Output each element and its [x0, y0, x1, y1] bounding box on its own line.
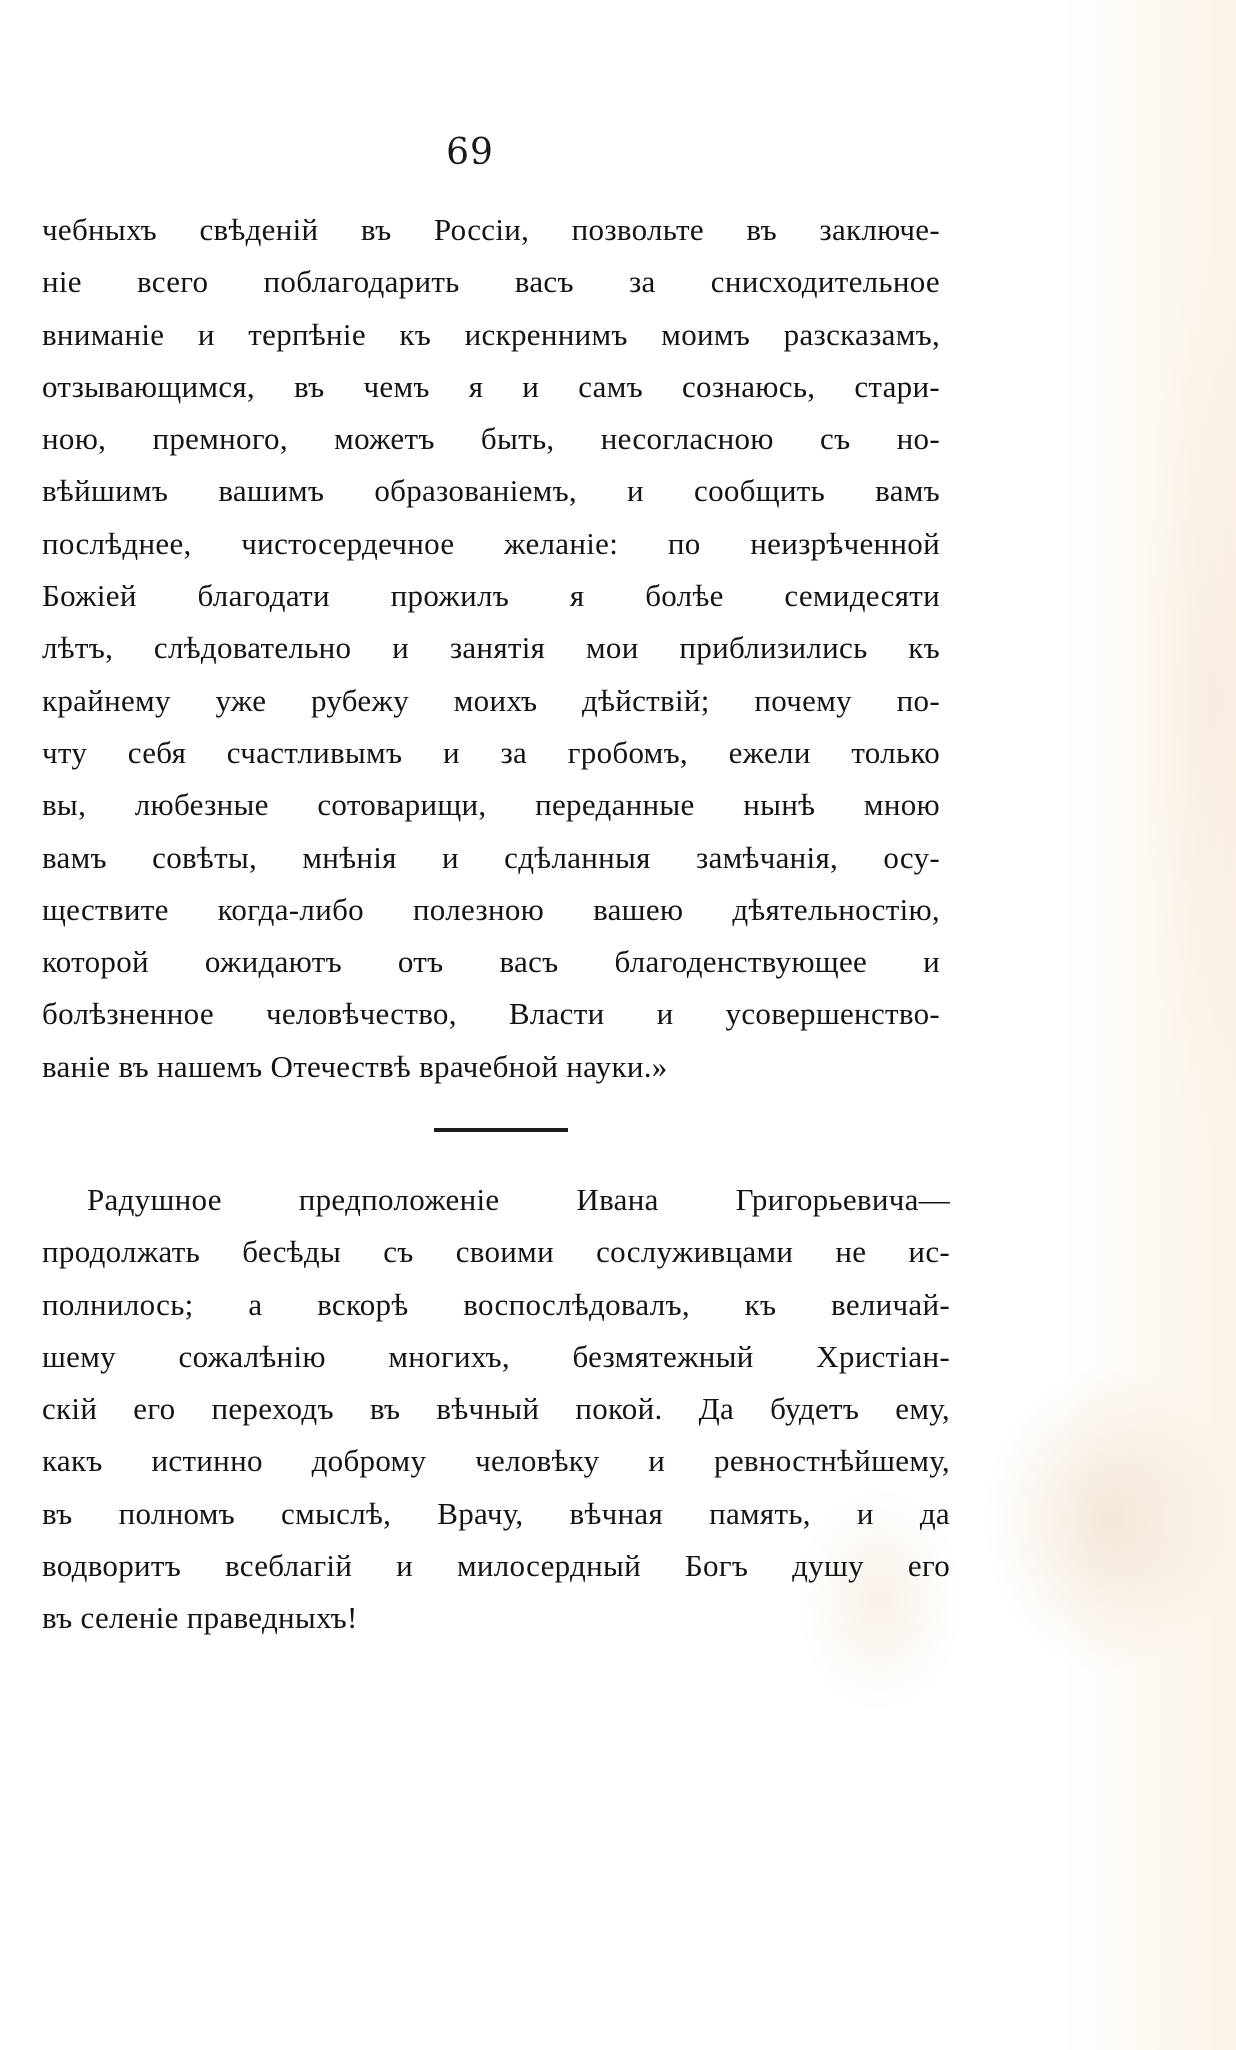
text-line: вниманіе и терпѣніе къ искреннимъ моимъ разсказамъ, [42, 316, 940, 352]
paragraph-1 [42, 204, 940, 1093]
text-line: скій его переходъ въ вѣчный покой. Да будетъ ему, [42, 1391, 950, 1427]
text-line: Божіей благодати прожилъ я болѣе семидесяти [42, 578, 940, 614]
page-number: 69 [446, 132, 494, 173]
paragraph-2 [42, 1174, 950, 1645]
text-line: послѣднее, чистосердечное желаніе: по неизрѣченной [42, 525, 940, 561]
text-line: водворитъ всеблагій и милосердный Богъ душу его [42, 1548, 950, 1584]
text-line: продолжать бесѣды съ своими сослуживцами не ис- [42, 1234, 950, 1270]
text-line: чту себя счастливымъ и за гробомъ, ежели только [42, 734, 940, 770]
text-line: отзывающимся, въ чемъ я и самъ сознаюсь, стари- [42, 368, 940, 404]
text-line: вамъ совѣты, мнѣнія и сдѣланныя замѣчанія, осу- [42, 839, 940, 875]
text-line: лѣтъ, слѣдовательно и занятія мои приблизились къ [42, 630, 940, 666]
text-line: въ полномъ смыслѣ, Врачу, вѣчная память, и да [42, 1495, 950, 1531]
text-line: чебныхъ свѣденій въ Россіи, позвольте въ заключе- [42, 212, 940, 247]
text-line: ніе всего поблагодарить васъ за снисходительное [42, 264, 940, 300]
text-line: ществите когда-либо полезною вашею дѣятельностію, [42, 891, 940, 927]
text-line: полнилось; а вскорѣ воспослѣдовалъ, къ величай- [42, 1286, 950, 1322]
text-line: болѣзненное человѣчество, Власти и усовершенство- [42, 996, 940, 1032]
text-line: Радушное предположеніе Ивана Григорьевича— [87, 1182, 950, 1217]
text-line: въ селеніе праведныхъ! [42, 1600, 358, 1636]
text-line: шему сожалѣнію многихъ, безмятежный Христіан- [42, 1338, 950, 1374]
text-line: ною, премного, можетъ быть, несогласною съ но- [42, 421, 940, 457]
text-line: которой ожидаютъ отъ васъ благоденствующее и [42, 944, 940, 980]
section-divider [434, 1128, 568, 1132]
text-line: ваніе въ нашемъ Отечествѣ врачебной науки.» [42, 1048, 668, 1084]
text-line: вѣйшимъ вашимъ образованіемъ, и сообщить вамъ [42, 473, 940, 509]
text-line: вы, любезные сотоварищи, переданные нынѣ мною [42, 787, 940, 823]
text-line: какъ истинно доброму человѣку и ревностнѣйшему, [42, 1443, 950, 1479]
text-line: крайнему уже рубежу моихъ дѣйствій; почему по- [42, 682, 940, 718]
